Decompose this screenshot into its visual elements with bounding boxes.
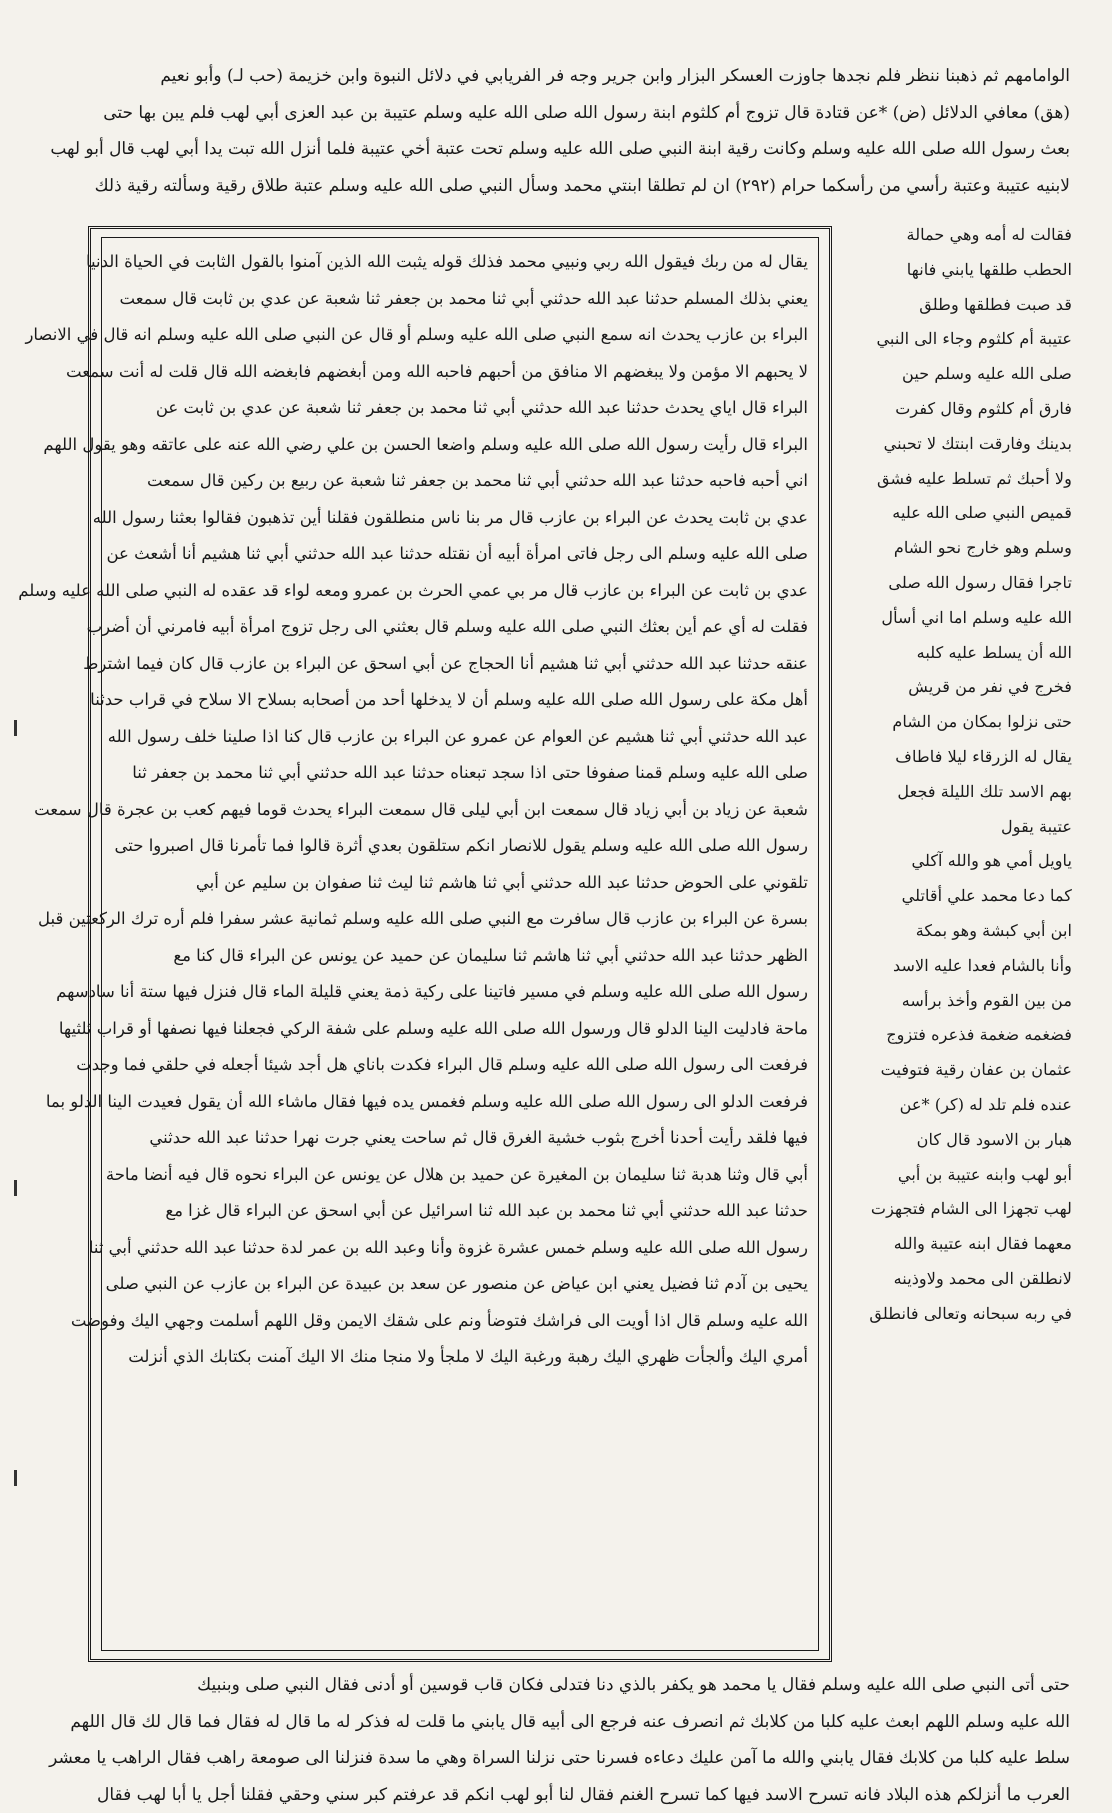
text-line: فارق أم كلثوم وقال كفرت bbox=[842, 392, 1072, 427]
text-line: أمري اليك وألجأت ظهري اليك رهبة ورغبة اليك لا ملجأ ولا منجا منك الا اليك آمنت بكتابك الذي أنزلت bbox=[116, 1339, 808, 1376]
text-line: تلقوني على الحوض حدثنا عبد الله حدثني أبي ثنا هاشم ثنا ليث ثنا صفوان بن سليم عن أبي bbox=[116, 865, 808, 902]
text-line: عنقه حدثنا عبد الله حدثني أبي ثنا هشيم أنا الحجاج عن أبي اسحق عن البراء بن عازب قال كان فيما اشترط bbox=[116, 646, 808, 683]
text-line: يحيى بن آدم ثنا فضيل يعني ابن عياض عن منصور عن سعد بن عبيدة عن البراء بن عازب عن النبي صلى bbox=[116, 1266, 808, 1303]
margin-commentary bbox=[842, 218, 1072, 1658]
main-text-frame bbox=[88, 226, 832, 1662]
text-line: من بين القوم وأخذ برأسه bbox=[842, 984, 1072, 1019]
text-line: الله عليه وسلم اللهم ابعث عليه كلبا من كلابك ثم انصرف عنه فرجع الى أبيه قال يابني ما قلت له فذكر له ما قال له فقال فما قال لك قال اللهم bbox=[40, 1704, 1070, 1741]
text-line: رسول الله صلى الله عليه وسلم يقول للانصار انكم ستلقون بعدي أثرة قالوا فما تأمرنا قال اصبروا حتى bbox=[116, 828, 808, 865]
text-line: حتى أتى النبي صلى الله عليه وسلم فقال يا محمد هو يكفر بالذي دنا فتدلى فكان قاب قوسين أو أدنى فقال النبي صلى وبنبيك bbox=[40, 1667, 1070, 1704]
text-line: بهم الاسد تلك الليلة فجعل bbox=[842, 775, 1072, 810]
text-line: وسلم وهو خارج نحو الشام bbox=[842, 531, 1072, 566]
frame-inner-border bbox=[101, 237, 819, 1651]
text-line: الله أن يسلط عليه كلبه bbox=[842, 636, 1072, 671]
text-line: فضغمه ضغمة فذعره فتزوج bbox=[842, 1018, 1072, 1053]
bottom-commentary bbox=[40, 1667, 1070, 1813]
text-line: لانطلقن الى محمد ولاوذينه bbox=[842, 1262, 1072, 1297]
text-line: لهب تجهزا الى الشام فتجهزت bbox=[842, 1192, 1072, 1227]
text-line: عثمان بن عفان رقية فتوفيت bbox=[842, 1053, 1072, 1088]
text-line: الله عليه وسلم قال اذا أويت الى فراشك فتوضأ ونم على شقك الايمن وقل اللهم أسلمت وجهي اليك وفوضت bbox=[116, 1303, 808, 1340]
text-line: في ربه سبحانه وتعالى فانطلق bbox=[842, 1297, 1072, 1332]
top-commentary bbox=[40, 58, 1070, 204]
text-line: (هق) معافي الدلائل (ض) *عن قتادة قال تزوج أم كلثوم ابنة رسول الله صلى الله عليه وسلم عتيبة بن عبد العزى أبي لهب فلم يبن بها حتى bbox=[40, 95, 1070, 132]
scan-edge-mark bbox=[14, 1180, 17, 1196]
text-line: فقالت له أمه وهي حمالة bbox=[842, 218, 1072, 253]
text-line: كما دعا محمد علي أقاتلي bbox=[842, 879, 1072, 914]
text-line: ياويل أمي هو والله آكلي bbox=[842, 844, 1072, 879]
text-line: عتيبة يقول bbox=[842, 810, 1072, 845]
text-line: قميص النبي صلى الله عليه bbox=[842, 496, 1072, 531]
text-line: تاجرا فقال رسول الله صلى bbox=[842, 566, 1072, 601]
text-line: ماحة فادليت الينا الدلو قال ورسول الله صلى الله عليه وسلم على شفة الركي فجعلنا فيها نصفها أو قراب ثلثيها bbox=[116, 1011, 808, 1048]
text-line: الظهر حدثنا عبد الله حدثني أبي ثنا هاشم ثنا سليمان عن حميد عن يونس عن البراء قال كنا مع bbox=[116, 938, 808, 975]
text-line: حدثنا عبد الله حدثني أبي ثنا محمد بن عبد الله ثنا اسرائيل عن أبي اسحق عن البراء قال غزا مع bbox=[116, 1193, 808, 1230]
text-line: وأنا بالشام فعدا عليه الاسد bbox=[842, 949, 1072, 984]
text-line: عدي بن ثابت عن البراء بن عازب قال مر بي عمي الحرث بن عمرو ومعه لواء قد عقده له النبي صلى الله عليه وسلم bbox=[116, 573, 808, 610]
text-line: اني أحبه فاحبه حدثنا عبد الله حدثني أبي ثنا محمد بن جعفر ثنا شعبة عن ربيع بن ركين قال سمعت bbox=[116, 463, 808, 500]
text-line: ولا أحبك ثم تسلط عليه فشق bbox=[842, 462, 1072, 497]
text-line: رسول الله صلى الله عليه وسلم في مسير فاتينا على ركية ذمة يعني قليلة الماء قال فنزل فيها ستة أنا سادسهم bbox=[116, 974, 808, 1011]
text-line: صلى الله عليه وسلم الى رجل فاتى امرأة أبيه أن نقتله حدثنا عبد الله حدثني أبي ثنا هشيم أنا أشعث عن bbox=[116, 536, 808, 573]
text-line: معهما فقال ابنه عتيبة والله bbox=[842, 1227, 1072, 1262]
text-line: عتيبة أم كلثوم وجاء الى النبي bbox=[842, 322, 1072, 357]
text-line: قد صبت فطلقها وطلق bbox=[842, 288, 1072, 323]
text-line: ابن أبي كبشة وهو بمكة bbox=[842, 914, 1072, 949]
text-line: البراء قال اياي يحدث حدثنا عبد الله حدثني أبي ثنا محمد بن جعفر ثنا شعبة عن عدي بن ثابت عن bbox=[116, 390, 808, 427]
text-line: أبو لهب وابنه عتيبة بن أبي bbox=[842, 1158, 1072, 1193]
hadith-text bbox=[116, 244, 808, 1376]
text-line: فيها فلقد رأيت أحدنا أخرج بثوب خشية الغرق قال ثم ساحت يعني جرت نهرا حدثنا عبد الله حدثني bbox=[116, 1120, 808, 1157]
text-line: فرفعت الى رسول الله صلى الله عليه وسلم قال البراء فكدت باناي هل أجد شيئا أجعله في حلقي فما وجدت bbox=[116, 1047, 808, 1084]
text-line: بدينك وفارقت ابنتك لا تحبني bbox=[842, 427, 1072, 462]
text-line: الحطب طلقها يابني فانها bbox=[842, 253, 1072, 288]
text-line: أهل مكة على رسول الله صلى الله عليه وسلم أن لا يدخلها أحد من أصحابه بسلاح الا سلاح في قراب حدثنا bbox=[116, 682, 808, 719]
text-line: بعث رسول الله صلى الله عليه وسلم وكانت رقية ابنة النبي صلى الله عليه وسلم تحت عتبة أخي عتيبة فلما أنزل الله تبت يدا أبي لهب قال أبو لهب bbox=[40, 131, 1070, 168]
text-line: عدي بن ثابت يحدث عن البراء بن عازب قال مر بنا ناس منطلقون فقلنا أين تذهبون فقالوا بعثنا رسول الله bbox=[116, 500, 808, 537]
text-line: صلى الله عليه وسلم قمنا صفوفا حتى اذا سجد تبعناه حدثنا عبد الله حدثني أبي ثنا محمد بن جعفر ثنا bbox=[116, 755, 808, 792]
text-line: الله عليه وسلم اما اني أسأل bbox=[842, 601, 1072, 636]
scan-edge-mark bbox=[14, 720, 17, 736]
text-line: عنده فلم تلد له (كر) *عن bbox=[842, 1088, 1072, 1123]
text-line: فقلت له أي عم أين بعثك النبي صلى الله عليه وسلم قال بعثني الى رجل تزوج امرأة أبيه فامرني أن أضرب bbox=[116, 609, 808, 646]
text-line: شعبة عن زياد بن أبي زياد قال سمعت ابن أبي ليلى قال سمعت البراء يحدث قوما فيهم كعب بن عجرة قال سمعت bbox=[116, 792, 808, 829]
text-line: فرفعت الدلو الى رسول الله صلى الله عليه وسلم فغمس يده فيها فقال ماشاء الله أن يقول فعيدت الينا الدلو بما bbox=[116, 1084, 808, 1121]
text-line: يقال له من ربك فيقول الله ربي ونبيي محمد فذلك قوله يثبت الله الذين آمنوا بالقول الثابت في الحياة الدنيا bbox=[116, 244, 808, 281]
text-line: البراء بن عازب يحدث انه سمع النبي صلى الله عليه وسلم أو قال عن النبي صلى الله عليه وسلم انه قال في الانصار bbox=[116, 317, 808, 354]
text-line: فخرج في نفر من قريش bbox=[842, 670, 1072, 705]
text-line: يعني بذلك المسلم حدثنا عبد الله حدثني أبي ثنا محمد بن جعفر ثنا شعبة عن عدي بن ثابت قال سمعت bbox=[116, 281, 808, 318]
text-line: العرب ما أنزلكم هذه البلاد فانه تسرح الاسد فيها كما تسرح الغنم فقال لنا أبو لهب انكم قد عرفتم كبر سني وحقي فقلنا أجل يا أبا لهب فقال bbox=[40, 1777, 1070, 1813]
text-line: يقال له الزرقاء ليلا فاطاف bbox=[842, 740, 1072, 775]
text-line: البراء قال رأيت رسول الله صلى الله عليه وسلم واضعا الحسن بن علي رضي الله عنه على عاتقه وهو يقول اللهم bbox=[116, 427, 808, 464]
text-line: أبي قال وثنا هدبة ثنا سليمان بن المغيرة عن حميد بن هلال عن يونس عن البراء نحوه قال فيه أنضا ماحة bbox=[116, 1157, 808, 1194]
text-line: حتى نزلوا بمكان من الشام bbox=[842, 705, 1072, 740]
text-line: بسرة عن البراء بن عازب قال سافرت مع النبي صلى الله عليه وسلم ثمانية عشر سفرا فلم أره ترك الركعتين قبل bbox=[116, 901, 808, 938]
text-line: لابنيه عتيبة وعتبة رأسي من رأسكما حرام (٢٩٢) ان لم تطلقا ابنتي محمد وسأل النبي صلى الله عليه وسلم عتبة طلاق رقية وسألته رقية ذلك bbox=[40, 168, 1070, 205]
text-line: هبار بن الاسود قال كان bbox=[842, 1123, 1072, 1158]
scan-edge-mark bbox=[14, 1470, 17, 1486]
text-line: الوامامهم ثم ذهبنا ننظر فلم نجدها جاوزت العسكر البزار وابن جرير وجه فر الفريابي في دلائل النبوة وابن خزيمة (حب لـ) وأبو نعيم bbox=[40, 58, 1070, 95]
text-line: رسول الله صلى الله عليه وسلم خمس عشرة غزوة وأنا وعبد الله بن عمر لدة حدثنا عبد الله حدثني أبي ثنا bbox=[116, 1230, 808, 1267]
text-line: صلى الله عليه وسلم حين bbox=[842, 357, 1072, 392]
text-line: سلط عليه كلبا من كلابك فقال يابني والله ما آمن عليك دعاءه فسرنا حتى نزلنا السراة وهي ما سدة فنزلنا الى صومعة راهب فقال الراهب يا معشر bbox=[40, 1740, 1070, 1777]
text-line: عبد الله حدثني أبي ثنا هشيم عن العوام عن عمرو عن البراء بن عازب قال كنا اذا صلينا خلف رسول الله bbox=[116, 719, 808, 756]
text-line: لا يحبهم الا مؤمن ولا يبغضهم الا منافق من أحبهم فاحبه الله ومن أبغضهم فابغضه الله قال قلت له أنت سمعت bbox=[116, 354, 808, 391]
